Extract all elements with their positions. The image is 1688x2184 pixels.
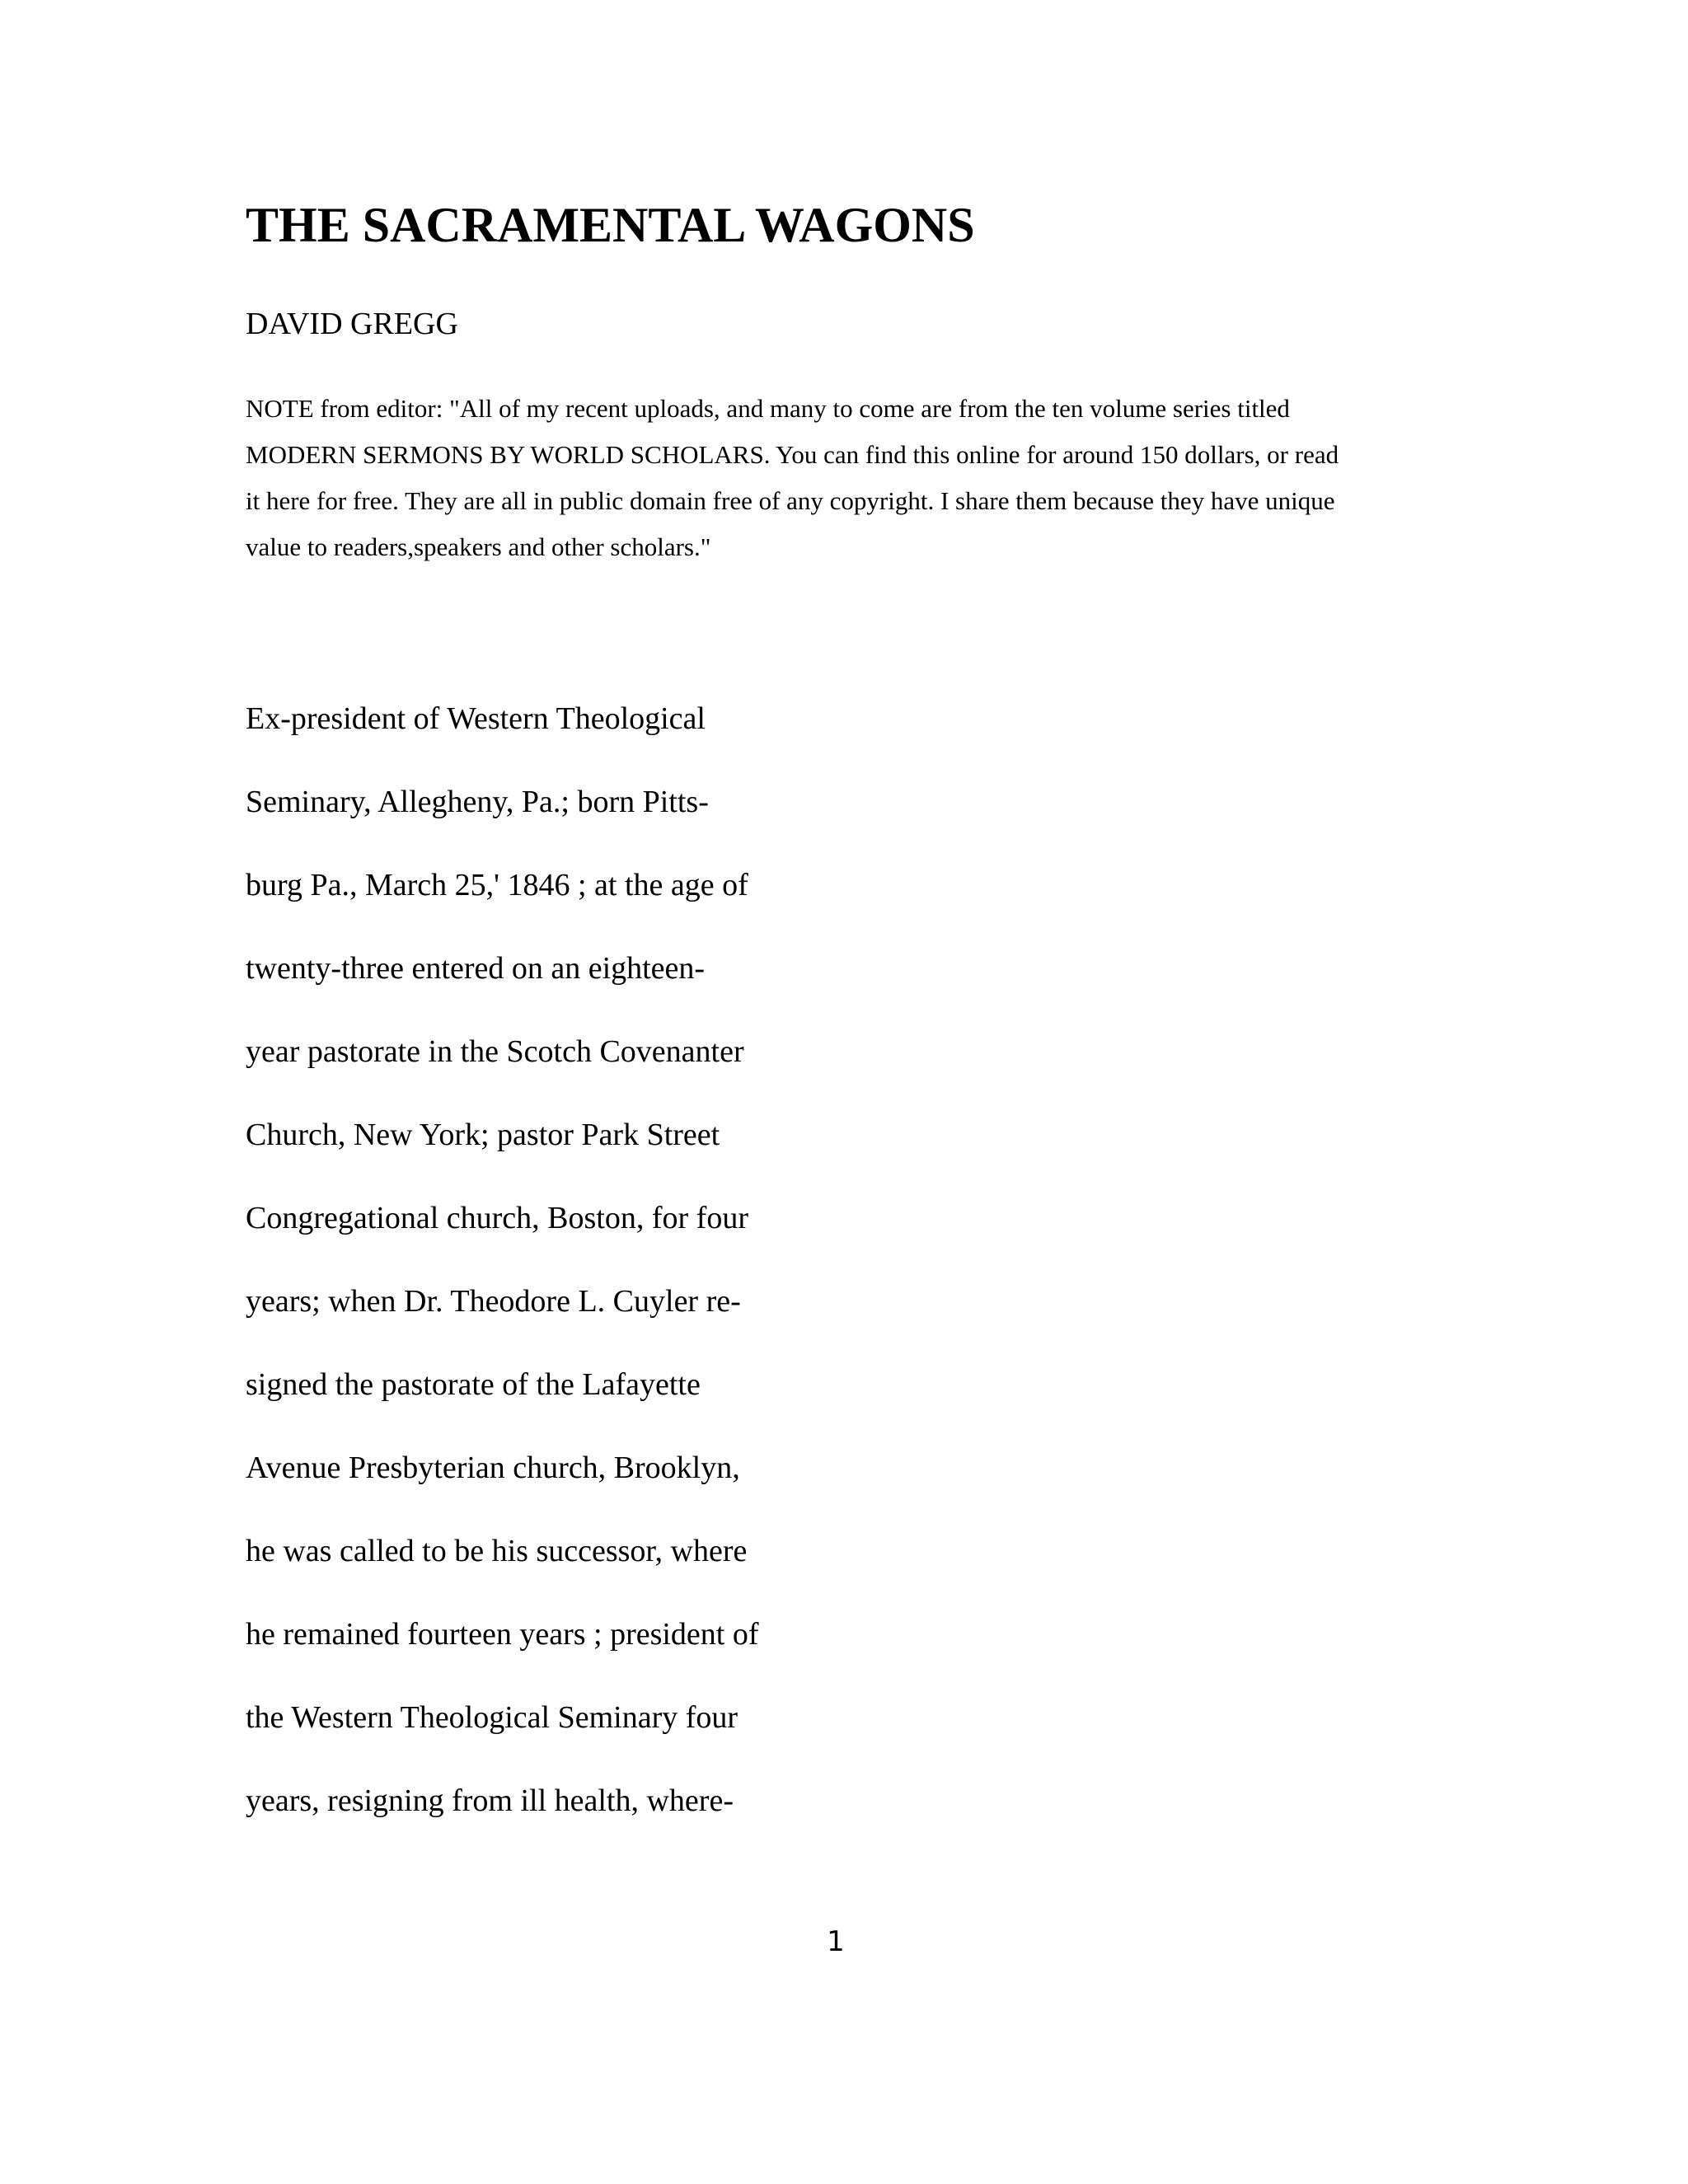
biography-line: signed the pastorate of the Lafayette bbox=[246, 1367, 701, 1402]
page-number: 1 bbox=[827, 1925, 845, 1958]
document-title: THE SACRAMENTAL WAGONS bbox=[246, 198, 975, 252]
editor-note-line: NOTE from editor: "All of my recent uploads, and many to come are from the ten volume series titled bbox=[246, 394, 1290, 423]
biography-line: year pastorate in the Scotch Covenanter bbox=[246, 1034, 744, 1069]
biography-line: Seminary, Allegheny, Pa.; born Pitts- bbox=[246, 785, 709, 819]
biography-line: Ex-president of Western Theological bbox=[246, 701, 706, 736]
biography-line: he was called to be his successor, where bbox=[246, 1534, 748, 1568]
biography-line: years; when Dr. Theodore L. Cuyler re- bbox=[246, 1284, 741, 1319]
biography-line: twenty-three entered on an eighteen- bbox=[246, 951, 706, 986]
author-biography bbox=[246, 677, 759, 1843]
editor-note-line: it here for free. They are all in public domain free of any copyright. I share them because they have unique bbox=[246, 486, 1335, 515]
biography-line: Congregational church, Boston, for four bbox=[246, 1201, 748, 1235]
biography-line: Church, New York; pastor Park Street bbox=[246, 1118, 720, 1152]
biography-line: the Western Theological Seminary four bbox=[246, 1700, 738, 1735]
author-name: DAVID GREGG bbox=[246, 307, 458, 341]
editor-note bbox=[246, 386, 1449, 570]
biography-line: he remained fourteen years ; president of bbox=[246, 1617, 759, 1652]
editor-note-line: value to readers,speakers and other scholars." bbox=[246, 532, 711, 561]
biography-line: years, resigning from ill health, where- bbox=[246, 1783, 734, 1818]
biography-line: Avenue Presbyterian church, Brooklyn, bbox=[246, 1451, 740, 1485]
editor-note-line: MODERN SERMONS BY WORLD SCHOLARS. You can find this online for around 150 dollars, or read bbox=[246, 440, 1339, 469]
biography-line: burg Pa., March 25,' 1846 ; at the age of bbox=[246, 868, 748, 902]
